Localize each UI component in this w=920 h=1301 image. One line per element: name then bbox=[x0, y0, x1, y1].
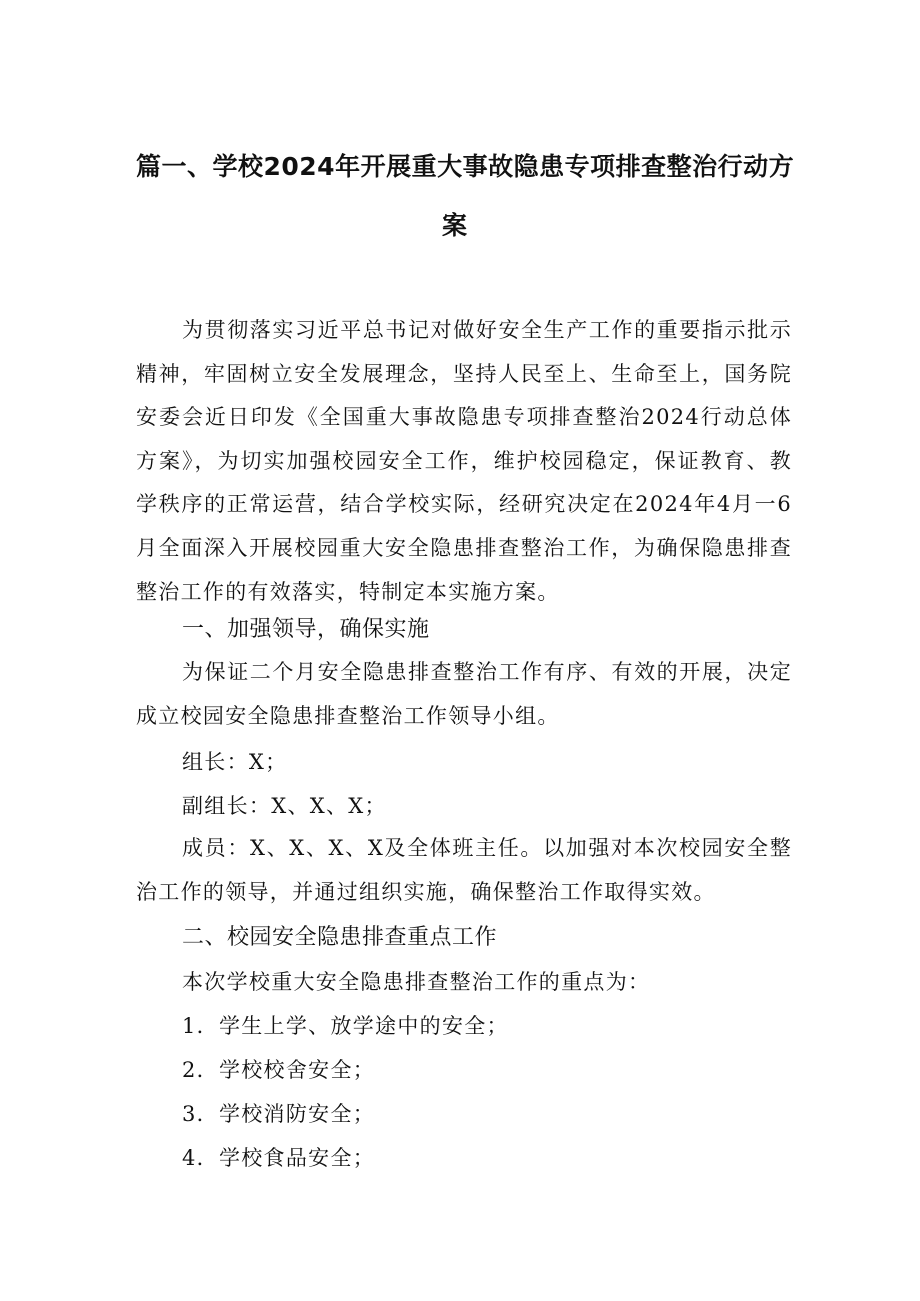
list-item: 2．学校校舍安全； bbox=[182, 1058, 376, 1082]
list-item: 4．学校食品安全； bbox=[182, 1146, 376, 1170]
list-item: 1．学生上学、放学途中的安全； bbox=[182, 1014, 509, 1038]
section-2-intro: 本次学校重大安全隐患排查整治工作的重点为： bbox=[182, 970, 651, 994]
section-1-paragraph: 为保证二个月安全隐患排查整治工作有序、有效的开展，决定成立校园安全隐患排查整治工作领导小组。 bbox=[136, 660, 792, 728]
intro-paragraph: 为贯彻落实习近平总书记对做好安全生产工作的重要指示批示精神，牢固树立安全发展理念，坚持人民至上、生命至上，国务院安委会近日印发《全国重大事故隐患专项排查整治2024行动总体方案》，为切实加强校园安全工作，维护校园稳定，保证教育、教学秩序的正常运营，结合学校实际，经研究决定在2024年4月一6月全面深入开展校园重大安全隐患排查整治工作，为确保隐患排查整治工作的有效落实，特制定本实施方案。 bbox=[136, 318, 792, 604]
section-1-heading: 一、加强领导，确保实施 bbox=[182, 617, 430, 642]
section-2-heading: 二、校园安全隐患排查重点工作 bbox=[182, 925, 498, 950]
document-title-line-2: 案 bbox=[442, 211, 468, 240]
document-title-line-1: 篇一、学校2024年开展重大事故隐患专项排查整治行动方 bbox=[136, 152, 795, 181]
deputy-leader-line: 副组长：X、X、X； bbox=[182, 794, 387, 818]
members-paragraph: 成员：X、X、X、X及全体班主任。以加强对本次校园安全整治工作的领导，并通过组织实施，确保整治工作取得实效。 bbox=[136, 836, 792, 904]
list-item: 3．学校消防安全； bbox=[182, 1102, 376, 1126]
group-leader-line: 组长：X； bbox=[182, 750, 288, 774]
